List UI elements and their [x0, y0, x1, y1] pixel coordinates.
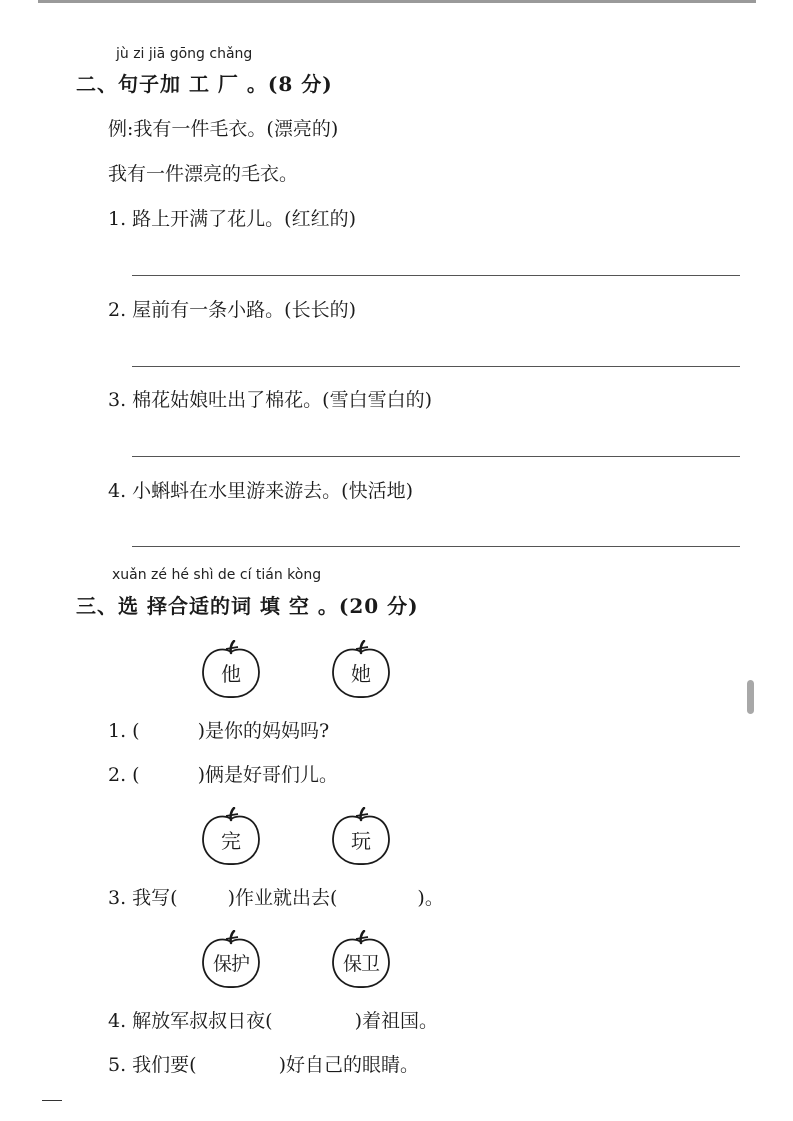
page-footer-dash [42, 1100, 62, 1101]
question-number: 2. ( [108, 764, 140, 786]
apple-word: 他 [221, 662, 241, 686]
fill-question [108, 1006, 438, 1033]
apple-word: 保护 [212, 953, 249, 975]
apple-word-card [330, 930, 392, 990]
example-answer: 我有一件漂亮的毛衣。 [108, 163, 299, 185]
answer-line[interactable] [132, 275, 740, 276]
question-number: 4. 解放军叔叔日夜( [108, 1010, 273, 1032]
apple-word: 完 [221, 829, 241, 853]
scrollbar-thumb[interactable] [747, 680, 754, 714]
top-rule [38, 0, 756, 3]
answer-line[interactable] [132, 366, 740, 367]
section3-pinyin: xuǎn zé hé shì de cí tián kòng [112, 567, 322, 583]
question-item: 3. 棉花姑娘吐出了棉花。(雪白雪白的) [108, 389, 432, 411]
apple-word: 玩 [351, 829, 371, 853]
question-item: 2. 屋前有一条小路。(长长的) [108, 299, 356, 321]
apple-word-card [200, 640, 262, 700]
question-item: 4. 小蝌蚪在水里游来游去。(快活地) [108, 480, 413, 502]
apple-word-card [200, 807, 262, 867]
question-text: )。 [417, 887, 444, 909]
section3-title: 三、选 择合适的词 填 空 。(20 分) [76, 594, 419, 618]
answer-line[interactable] [132, 546, 740, 547]
question-text: )俩是好哥们儿。 [197, 764, 339, 786]
question-number: 5. 我们要( [108, 1054, 197, 1076]
apple-word-card [330, 640, 392, 700]
question-text: )着祖国。 [354, 1010, 439, 1032]
apple-word: 保卫 [342, 953, 379, 975]
apple-word-card [330, 807, 392, 867]
fill-question [108, 760, 338, 787]
example-line: 例:我有一件毛衣。(漂亮的) [108, 118, 339, 140]
question-number: 3. 我写( [108, 887, 178, 909]
apple-word-card [200, 930, 262, 990]
fill-question [108, 716, 329, 743]
question-text: )好自己的眼睛。 [278, 1054, 420, 1076]
apple-word: 她 [351, 662, 371, 686]
question-item: 1. 路上开满了花儿。(红红的) [108, 208, 356, 230]
answer-line[interactable] [132, 456, 740, 457]
question-number: 1. ( [108, 720, 140, 742]
question-text: )作业就出去( [227, 887, 338, 909]
fill-question [108, 883, 444, 910]
section2-title: 二、句子加 工 厂 。(8 分) [76, 72, 333, 96]
fill-question [108, 1050, 419, 1077]
question-text: )是你的妈妈吗? [197, 720, 330, 742]
section2-pinyin: jù zi jiā gōng chǎng [116, 46, 253, 62]
